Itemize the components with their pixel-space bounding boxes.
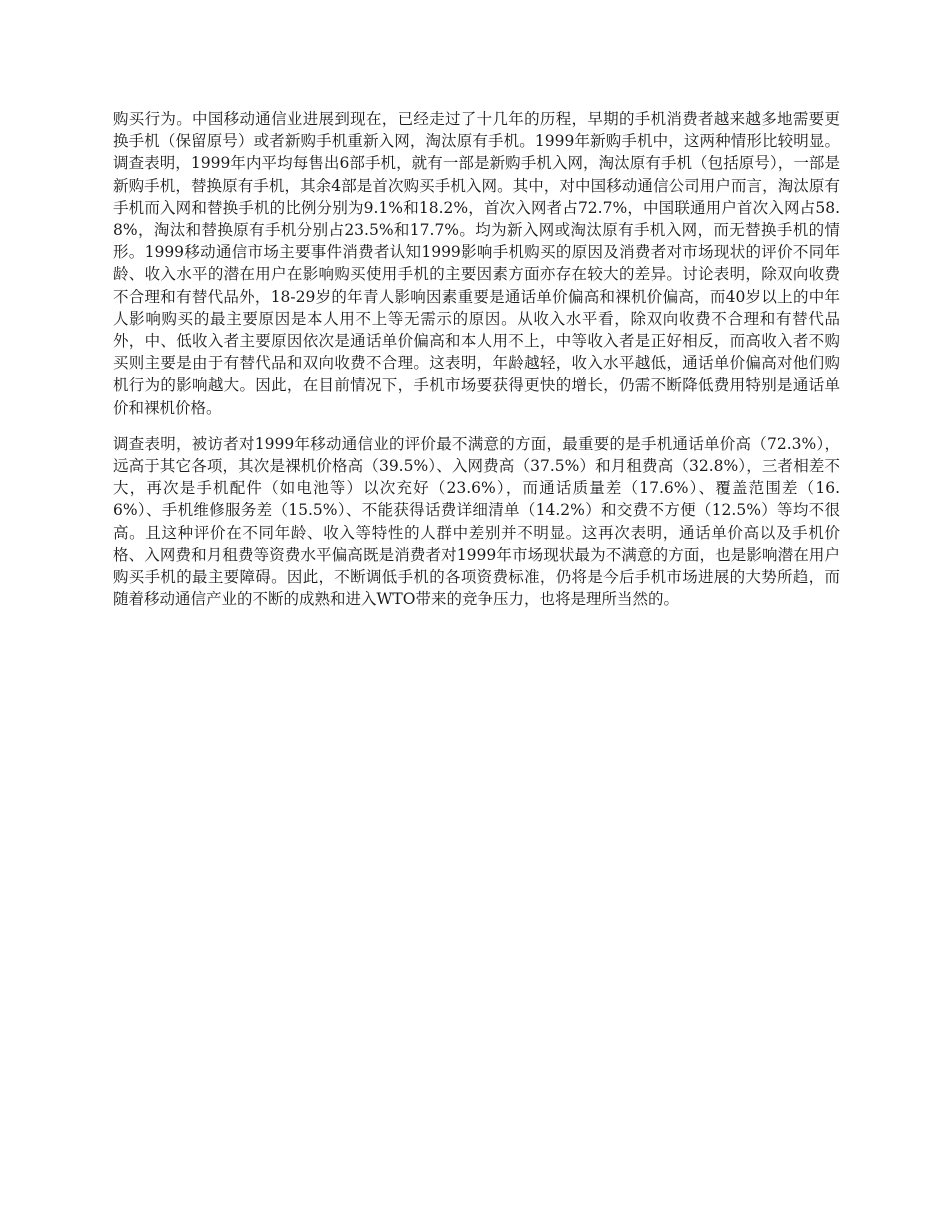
paragraph-1: 购买行为。中国移动通信业进展到现在，已经走过了十几年的历程，早期的手机消费者越来越多地需要更换手机（保留原号）或者新购手机重新入网，淘汰原有手机。1999年新购手机中，这两种情形比较明显。调查表明，1999年内平均每售出6部手机，就有一部是新购手机入网，淘汰原有手机（包括原号），一部是新购手机，替换原有手机，其余4部是首次购买手机入网。其中，对中国移动通信公司用户而言，淘汰原有手机而入网和替换手机的比例分别为9.1%和18.2%，首次入网者占72.7%，中国联通用户首次入网占58.8%，淘汰和替换原有手机分别占23.5%和17.7%。均为新入网或淘汰原有手机入网，而无替换手机的情形。1999移动通信市场主要事件消费者认知1999影响手机购买的原因及消费者对市场现状的评价不同年龄、收入水平的潜在用户在影响购买使用手机的主要因素方面亦存在较大的差异。讨论表明，除双向收费不合理和有替代品外，18-29岁的年青人影响因素重要是通话单价偏高和裸机价偏高，而40岁以上的中年人影响购买的最主要原因是本人用不上等无需示的原因。从收入水平看，除双向收费不合理和有替代品外，中、低收入者主要原因依次是通话单价偏高和本人用不上，中等收入者是正好相反，而高收入者不购买则主要是由于有替代品和双向收费不合理。这表明，年龄越轻，收入水平越低，通话单价偏高对他们购机行为的影响越大。因此，在目前情况下，手机市场要获得更快的增长，仍需不断降低费用特别是通话单价和裸机价格。 [113, 110, 840, 417]
paragraph-2: 调查表明，被访者对1999年移动通信业的评价最不满意的方面，最重要的是手机通话单价高（72.3%），远高于其它各项，其次是裸机价格高（39.5%）、入网费高（37.5%）和月租费高（32.8%），三者相差不大，再次是手机配件（如电池等）以次充好（23.6%），而通话质量差（17.6%）、覆盖范围差（16.6%）、手机维修服务差（15.5%）、不能获得话费详细清单（14.2%）和交费不方便（12.5%）等均不很高。且这种评价在不同年龄、收入等特性的人群中差别并不明显。这再次表明，通话单价高以及手机价格、入网费和月租费等资费水平偏高既是消费者对1999年市场现状最为不满意的方面，也是影响潜在用户购买手机的最主要障碍。因此，不断调低手机的各项资费标准，仍将是今后手机市场进展的大势所趋，而随着移动通信产业的不断的成熟和进入WTO带来的竞争压力，也将是理所当然的。 [113, 434, 840, 609]
document-body [113, 108, 840, 610]
